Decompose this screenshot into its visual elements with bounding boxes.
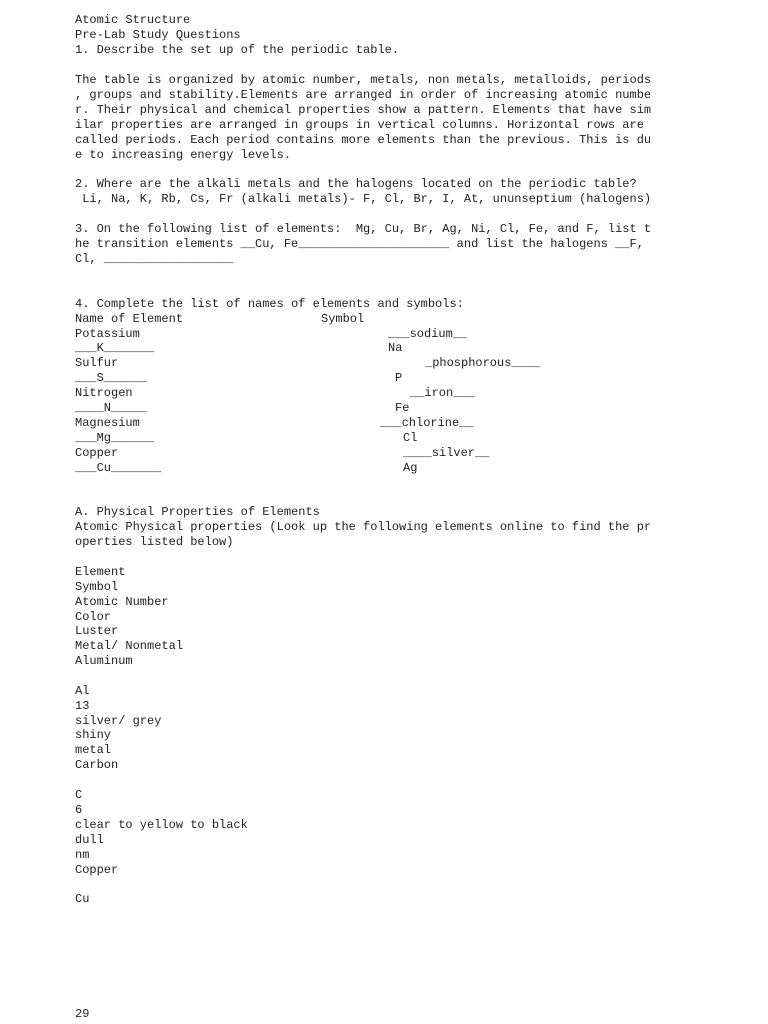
list-item: Cl bbox=[403, 431, 418, 445]
list-item: ___K_______ bbox=[75, 341, 155, 355]
section-a-intro: Atomic Physical properties (Look up the following elements online to find the pr bbox=[75, 520, 652, 534]
list-item: 6 bbox=[75, 803, 83, 817]
answer-2: Li, Na, K, Rb, Cs, Fr (alkali metals)- F, Cl, Br, I, At, ununseptium (halogens) bbox=[75, 192, 652, 206]
answer-line: called periods. Each period contains more elements than the previous. This is du bbox=[75, 133, 652, 147]
document-title: Atomic Structure bbox=[75, 13, 191, 27]
list-item: Copper bbox=[75, 863, 119, 877]
list-item: Magnesium bbox=[75, 416, 140, 430]
page-number: 29 bbox=[75, 1007, 90, 1021]
list-item: C bbox=[75, 788, 83, 802]
answer-line: e to increasing energy levels. bbox=[75, 148, 292, 162]
list-item: Aluminum bbox=[75, 654, 133, 668]
answer-line: , groups and stability.Elements are arranged in order of increasing atomic numbe bbox=[75, 88, 652, 102]
list-item: Element bbox=[75, 565, 126, 579]
list-item: Ag bbox=[403, 461, 418, 475]
list-item: dull bbox=[75, 833, 104, 847]
question-1: 1. Describe the set up of the periodic table. bbox=[75, 43, 400, 57]
list-item: P bbox=[395, 371, 403, 385]
list-item: __iron___ bbox=[410, 386, 475, 400]
question-4: 4. Complete the list of names of elements and symbols: bbox=[75, 297, 464, 311]
list-item: Symbol bbox=[75, 580, 119, 594]
list-item: Metal/ Nonmetal bbox=[75, 639, 184, 653]
list-item: Luster bbox=[75, 624, 119, 638]
question-3-line: Cl, __________________ bbox=[75, 252, 234, 266]
question-3-line: 3. On the following list of elements: Mg, Cu, Br, Ag, Ni, Cl, Fe, and F, list t bbox=[75, 222, 652, 236]
document-subtitle: Pre-Lab Study Questions bbox=[75, 28, 241, 42]
answer-line: ilar properties are arranged in groups in vertical columns. Horizontal rows are bbox=[75, 118, 644, 132]
list-item: Carbon bbox=[75, 758, 119, 772]
list-item: silver/ grey bbox=[75, 714, 162, 728]
question-2: 2. Where are the alkali metals and the halogens located on the periodic table? bbox=[75, 177, 637, 191]
list-item: 13 bbox=[75, 699, 90, 713]
list-item: Sulfur bbox=[75, 356, 119, 370]
list-item: Potassium bbox=[75, 327, 140, 341]
list-item: shiny bbox=[75, 728, 112, 742]
list-item: Copper bbox=[75, 446, 119, 460]
list-item: metal bbox=[75, 743, 112, 757]
list-item: ___Mg______ bbox=[75, 431, 155, 445]
list-item: Nitrogen bbox=[75, 386, 133, 400]
list-item: Na bbox=[388, 341, 403, 355]
list-item: ___S______ bbox=[75, 371, 148, 385]
list-item: Color bbox=[75, 610, 112, 624]
list-item: Cu bbox=[75, 892, 90, 906]
list-item: Al bbox=[75, 684, 90, 698]
answer-line: r. Their physical and chemical properties show a pattern. Elements that have sim bbox=[75, 103, 652, 117]
list-item: Fe bbox=[395, 401, 410, 415]
list-item: nm bbox=[75, 848, 90, 862]
question-3-line: he transition elements __Cu, Fe_____________________ and list the halogens __F, bbox=[75, 237, 644, 251]
list-item: ____silver__ bbox=[403, 446, 490, 460]
list-item: ___chlorine__ bbox=[380, 416, 474, 430]
list-item: Atomic Number bbox=[75, 595, 169, 609]
column-header-symbol: Symbol bbox=[321, 312, 365, 326]
list-item: ___Cu_______ bbox=[75, 461, 162, 475]
answer-line: The table is organized by atomic number, metals, non metals, metalloids, periods bbox=[75, 73, 652, 87]
column-header-name: Name of Element bbox=[75, 312, 184, 326]
list-item: ____N_____ bbox=[75, 401, 148, 415]
list-item: ___sodium__ bbox=[388, 327, 468, 341]
section-a-heading: A. Physical Properties of Elements bbox=[75, 505, 320, 519]
section-a-intro: operties listed below) bbox=[75, 535, 234, 549]
list-item: _phosphorous____ bbox=[425, 356, 541, 370]
list-item: clear to yellow to black bbox=[75, 818, 248, 832]
